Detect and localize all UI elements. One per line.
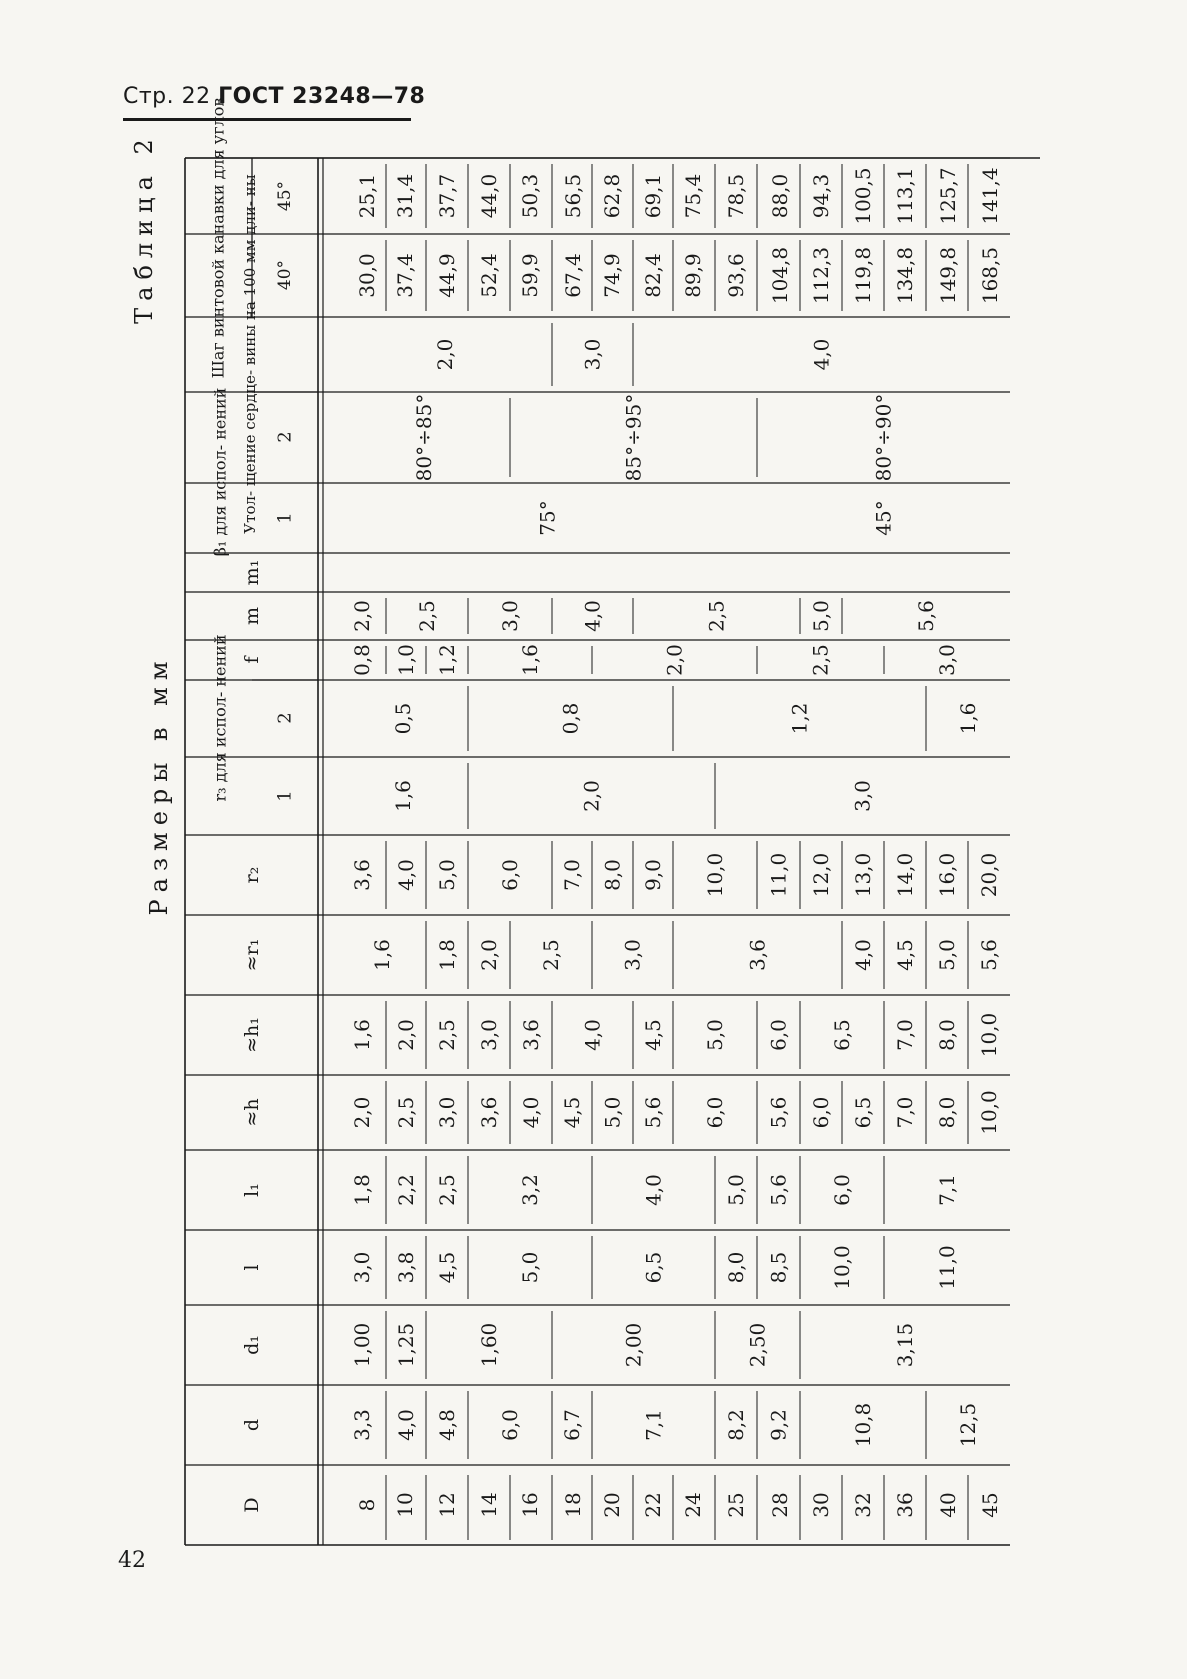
cell-pitch45: 37,7 — [435, 173, 459, 219]
cell-r3_2: 1,6 — [956, 702, 980, 735]
cell-pitch45: 31,4 — [393, 173, 417, 219]
cell-r3_2: 0,8 — [558, 702, 583, 735]
cell-m: 3,0 — [498, 600, 522, 632]
cell-r2: 13,0 — [851, 852, 875, 898]
col-header-m: m — [241, 606, 263, 626]
cell-h: 4,0 — [519, 1096, 543, 1129]
col-header-beta1-exec2: 2 — [274, 431, 296, 443]
page-label: Стр. 22 — [123, 84, 211, 109]
cell-h1: 4,0 — [580, 1019, 605, 1051]
col-header-beta1-exec1: 1 — [274, 512, 296, 524]
cell-h: 7,0 — [893, 1096, 917, 1129]
cell-h: 5,6 — [641, 1096, 665, 1129]
cell-r2: 9,0 — [641, 859, 665, 891]
cell-pitch45: 88,0 — [768, 173, 792, 219]
cell-r1: 2,5 — [539, 939, 563, 971]
cell-d1: 2,00 — [621, 1322, 646, 1368]
cell-r1: 1,6 — [370, 939, 394, 971]
cell-D: 14 — [477, 1492, 501, 1518]
col-header-h: ≈h — [241, 1098, 263, 1127]
cell-r1: 3,6 — [745, 939, 770, 971]
cell-f: 0,8 — [350, 644, 374, 676]
cell-r1: 4,5 — [893, 939, 917, 971]
page-number: 42 — [118, 1548, 146, 1573]
cell-r1: 3,0 — [620, 939, 645, 971]
cell-pitch40: 89,9 — [681, 253, 705, 298]
cell-pitch40: 67,4 — [561, 253, 585, 298]
cell-pitch40: 93,6 — [724, 253, 748, 298]
cell-d: 6,7 — [560, 1409, 584, 1441]
cell-d1: 1,60 — [477, 1322, 501, 1368]
cell-m: 2,5 — [704, 600, 729, 632]
cell-l: 3,0 — [350, 1251, 374, 1284]
cell-r3_1: 1,6 — [391, 780, 415, 812]
cell-d: 8,2 — [724, 1409, 748, 1441]
cell-pitch40: 82,4 — [641, 253, 665, 298]
cell-r3_2: 0,5 — [391, 702, 415, 735]
col-header-r2: r₂ — [241, 866, 263, 884]
cell-pitch40: 149,8 — [936, 246, 960, 305]
cell-beta1_2: 80°÷85° — [412, 393, 436, 482]
cell-D: 45 — [978, 1492, 1002, 1518]
cell-d1: 3,15 — [893, 1322, 917, 1368]
cell-l: 3,8 — [394, 1251, 418, 1284]
col-header-D: D — [241, 1497, 263, 1513]
cell-r1: 2,0 — [477, 939, 501, 971]
cell-r3_2: 1,2 — [787, 702, 812, 735]
col-header-m1: m₁ — [241, 559, 263, 586]
cell-D: 30 — [809, 1492, 833, 1518]
col-header-r1: ≈r₁ — [241, 938, 263, 972]
cell-l: 11,0 — [935, 1245, 959, 1290]
cell-pitch45: 125,7 — [936, 167, 960, 225]
cell-r2: 16,0 — [935, 852, 959, 898]
cell-f: 1,6 — [518, 644, 542, 676]
cell-l1: 1,8 — [350, 1174, 374, 1206]
cell-h: 6,0 — [809, 1096, 833, 1129]
cell-pitch45: 94,3 — [809, 173, 833, 219]
cell-beta1_1: 45° — [871, 500, 896, 536]
cell-thickening: 2,0 — [433, 338, 457, 371]
cell-pitch45: 56,5 — [561, 173, 585, 219]
cell-pitch40: 119,8 — [851, 246, 875, 305]
col-header-h1: ≈h₁ — [241, 1017, 263, 1053]
col-header-beta1: β₁ для испол- нений — [210, 387, 230, 557]
cell-h: 3,6 — [477, 1096, 501, 1129]
col-header-r3: r₃ для испол- нений — [210, 634, 230, 802]
sizes-label: Размеры в мм — [145, 654, 173, 916]
cell-r1: 1,8 — [435, 939, 459, 971]
cell-d: 9,2 — [766, 1409, 791, 1441]
cell-l: 8,5 — [766, 1251, 791, 1284]
cell-pitch40: 30,0 — [355, 253, 379, 298]
cell-beta1_2: 85°÷95° — [621, 393, 646, 482]
cell-r2: 11,0 — [766, 852, 791, 898]
cell-h: 5,0 — [600, 1096, 625, 1129]
cell-h1: 6,5 — [830, 1019, 854, 1051]
cell-f: 2,0 — [662, 644, 687, 676]
cell-l1: 5,0 — [724, 1174, 748, 1206]
cell-D: 18 — [561, 1492, 585, 1518]
col-header-d: d — [241, 1418, 263, 1432]
cell-l1: 4,0 — [641, 1174, 666, 1206]
col-header-deg40: 40° — [275, 259, 295, 291]
cell-pitch40: 74,9 — [600, 253, 624, 298]
cell-r2: 4,0 — [394, 859, 418, 891]
col-header-deg45: 45° — [275, 180, 295, 212]
cell-pitch45: 100,5 — [851, 167, 875, 225]
cell-m: 4,0 — [580, 600, 605, 632]
cell-h1: 3,0 — [477, 1019, 501, 1051]
cell-h: 6,5 — [851, 1096, 875, 1129]
cell-pitch40: 37,4 — [393, 253, 417, 298]
cell-h1: 8,0 — [935, 1019, 959, 1051]
cell-r2: 10,0 — [703, 852, 727, 898]
cell-m: 5,6 — [914, 600, 938, 632]
cell-h1: 4,5 — [641, 1019, 665, 1051]
cell-beta1_2: 80°÷90° — [871, 393, 896, 482]
cell-h: 2,5 — [394, 1096, 418, 1129]
cell-h1: 5,0 — [703, 1019, 727, 1051]
cell-D: 10 — [393, 1492, 417, 1518]
cell-m: 2,5 — [415, 600, 439, 632]
cell-l1: 5,6 — [766, 1174, 791, 1206]
cell-d: 4,0 — [394, 1409, 418, 1441]
cell-d: 10,8 — [851, 1402, 875, 1448]
cell-l1: 2,5 — [435, 1174, 459, 1206]
cell-h1: 7,0 — [893, 1019, 917, 1051]
col-header-r3-exec1: 1 — [274, 790, 296, 802]
cell-h1: 1,6 — [350, 1019, 374, 1051]
cell-m: 5,0 — [809, 600, 833, 632]
cell-l: 6,5 — [641, 1251, 666, 1284]
cell-h1: 10,0 — [977, 1012, 1001, 1058]
cell-pitch45: 50,3 — [518, 173, 542, 219]
cell-h: 6,0 — [703, 1096, 727, 1129]
cell-f: 3,0 — [935, 644, 959, 676]
cell-thickening: 4,0 — [809, 338, 834, 371]
cell-thickening: 3,0 — [580, 338, 605, 371]
cell-f: 2,5 — [808, 644, 833, 676]
cell-r1: 5,6 — [977, 939, 1001, 971]
cell-D: 12 — [435, 1492, 459, 1518]
cell-D: 25 — [724, 1492, 748, 1518]
cell-d: 12,5 — [956, 1402, 980, 1448]
cell-h1: 6,0 — [766, 1019, 791, 1051]
cell-r2: 14,0 — [893, 852, 917, 898]
cell-d: 3,3 — [350, 1409, 374, 1441]
cell-h: 8,0 — [935, 1096, 959, 1129]
cell-h1: 3,6 — [519, 1019, 543, 1051]
cell-r1: 5,0 — [935, 939, 959, 971]
cell-beta1_1: 75° — [535, 500, 560, 536]
cell-r2: 20,0 — [977, 852, 1001, 898]
col-header-d1: d₁ — [241, 1335, 263, 1355]
cell-d: 6,0 — [498, 1409, 522, 1441]
cell-r2: 6,0 — [498, 859, 522, 891]
cell-r2: 12,0 — [809, 852, 833, 898]
cell-h: 2,0 — [350, 1096, 374, 1129]
cell-r2: 5,0 — [435, 859, 459, 891]
cell-D: 16 — [518, 1492, 542, 1518]
cell-f: 1,0 — [394, 644, 418, 676]
cell-pitch45: 25,1 — [355, 173, 379, 219]
cell-r2: 3,6 — [350, 859, 374, 891]
cell-l: 4,5 — [435, 1251, 459, 1284]
cell-r1: 4,0 — [851, 939, 875, 971]
cell-d1: 1,00 — [350, 1322, 374, 1368]
cell-h1: 2,5 — [435, 1019, 459, 1051]
cell-d: 4,8 — [435, 1409, 459, 1441]
cell-D: 22 — [641, 1492, 665, 1518]
cell-l: 10,0 — [830, 1245, 854, 1290]
cell-pitch45: 141,4 — [978, 167, 1002, 225]
table-label: Таблица 2 — [130, 132, 158, 324]
cell-d1: 1,25 — [394, 1322, 418, 1368]
cell-h1: 2,0 — [394, 1019, 418, 1051]
cell-l1: 2,2 — [394, 1174, 418, 1206]
cell-pitch45: 113,1 — [893, 167, 917, 225]
cell-r3_1: 3,0 — [850, 780, 875, 812]
cell-pitch45: 78,5 — [724, 173, 748, 219]
cell-l: 5,0 — [518, 1251, 542, 1284]
cell-d: 7,1 — [641, 1409, 666, 1441]
cell-pitch40: 112,3 — [809, 246, 833, 305]
cell-pitch45: 62,8 — [600, 173, 624, 219]
cell-D: 28 — [768, 1492, 792, 1518]
cell-h: 3,0 — [435, 1096, 459, 1129]
standard-number: ГОСТ 23248—78 — [218, 84, 426, 109]
cell-f: 1,2 — [435, 644, 459, 676]
cell-D: 20 — [600, 1492, 624, 1518]
cell-D: 32 — [851, 1492, 875, 1518]
col-header-r3-exec2: 2 — [274, 712, 296, 724]
cell-D: 8 — [355, 1498, 379, 1512]
cell-D: 24 — [681, 1492, 705, 1518]
cell-pitch40: 168,5 — [978, 246, 1002, 305]
cell-r3_1: 2,0 — [579, 780, 604, 812]
cell-m: 2,0 — [350, 600, 374, 632]
cell-pitch45: 69,1 — [641, 173, 665, 219]
cell-l1: 7,1 — [935, 1174, 959, 1206]
cell-l: 8,0 — [724, 1251, 748, 1284]
cell-l1: 6,0 — [830, 1174, 854, 1206]
cell-pitch40: 104,8 — [768, 246, 792, 305]
cell-pitch40: 134,8 — [893, 246, 917, 305]
col-header-l: l — [241, 1264, 263, 1271]
cell-pitch45: 75,4 — [681, 173, 705, 219]
cell-h: 10,0 — [977, 1090, 1001, 1135]
cell-l1: 3,2 — [518, 1174, 542, 1206]
cell-pitch40: 52,4 — [477, 253, 501, 298]
cell-r2: 7,0 — [560, 859, 584, 891]
cell-d1: 2,50 — [745, 1322, 770, 1368]
cell-pitch40: 59,9 — [518, 253, 542, 298]
cell-r2: 8,0 — [600, 859, 625, 891]
cell-D: 40 — [936, 1492, 960, 1518]
col-header-thickening: Утол- щение сердце- вины на 100 мм дли- ны — [241, 174, 259, 534]
col-header-f: f — [241, 656, 263, 664]
col-header-pitch: Шаг винтовой канавки для углов — [208, 97, 228, 379]
cell-pitch45: 44,0 — [477, 173, 501, 219]
cell-pitch40: 44,9 — [435, 253, 459, 298]
col-header-l1: l₁ — [241, 1183, 263, 1197]
cell-h: 5,6 — [766, 1096, 791, 1129]
cell-h: 4,5 — [560, 1096, 584, 1129]
cell-D: 36 — [893, 1492, 917, 1518]
